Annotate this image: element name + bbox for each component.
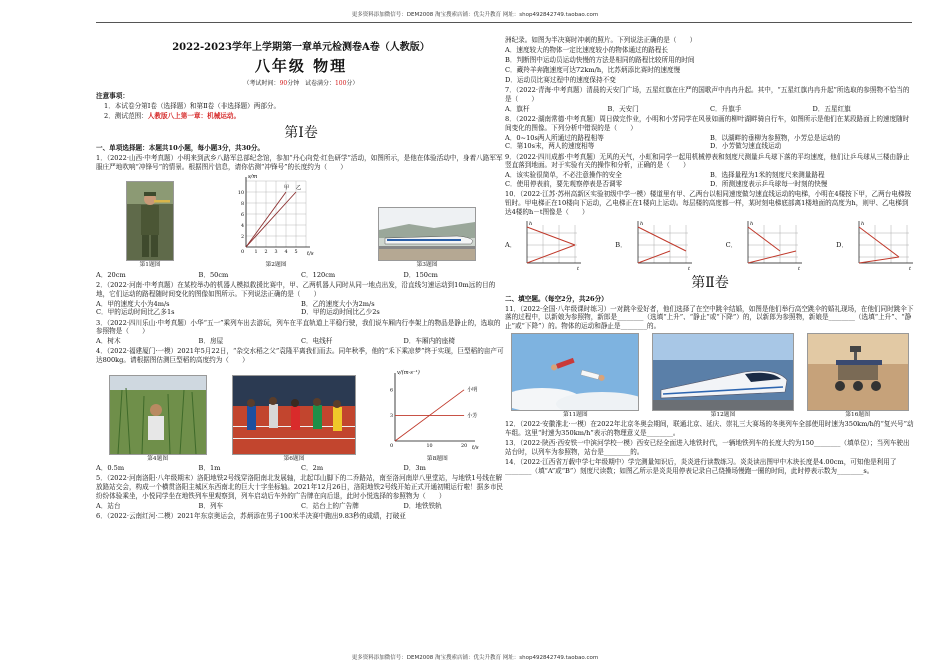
y-axis-label: s/m [248,174,258,181]
series-label-1: 乙 [296,185,302,192]
q1-option-a[interactable]: A．20cm [96,270,126,279]
q2-option-b[interactable]: B．乙的速度大小为2m/s [301,299,375,308]
svg-text:h: h [529,221,533,228]
q9-option-a[interactable]: A．该实验很简单，不必注意操作的安全 [505,171,622,180]
q5-options [96,502,506,511]
q10-chart-b [630,219,694,271]
q6-option-c[interactable]: C．藏羚羊奔跑速度可达72km/h，比苏炳添比赛时的速度慢 [505,66,681,74]
exam-title: 2022-2023学年上学期第一章单元检测卷A卷（人教版） [172,42,430,53]
question-12: 12．（2022·安徽淮北·一模）在2022年北京冬奥会期间，联通北京、延庆、崇礼三大赛场的冬奥列车全部使用时速为350km/h的“复兴号”动车组。这里“时速为350km/h”表示的物理意义是________。 [505,420,914,438]
figure-6 [232,375,356,464]
sprint-finish-photo [232,375,356,455]
q3-option-a[interactable]: A．树木 [96,337,121,346]
q5-option-a[interactable]: A．站台 [96,501,121,510]
skydivers-photo [511,333,639,411]
figure-2-caption: 第2题图 [265,262,287,269]
y-tick-0: 3 [390,414,394,420]
train-photo [378,207,476,261]
question-7: 7．（2022·青海·中考真题）清晨的天安门广场，五星红旗在庄严的国歌声中冉冉升起。其中，“五星红旗冉冉升起”所选取的参照物不恰当的是（ ） [505,86,910,103]
q6-option-d[interactable]: D．运动员比赛过程中的速度保持不变 [505,76,616,84]
exam-subject: 八年级 物理 [254,57,348,76]
page-header: 更多资料添加微信号：DEM2008 淘宝搜索店铺：优尖升教育 网址：shop492842749.taobao.com [351,12,599,18]
q4-option-b[interactable]: B．1m [198,464,221,473]
question-4: 4．（2022·福建厦门·一模）2021年5月22日，“杂交水稻之父”袁隆平离我们而去。同年秋季，他的“禾下乘凉梦”终于实现，巨型稻的亩产可达800kg。请根据图估测巨型稻的高度约为（ ） [96,347,504,365]
origin-label: 0 [241,249,245,256]
q10-option-c[interactable]: C． h t [726,219,805,271]
q8-option-c[interactable]: C．第10s末，两人的速度相等 [505,142,595,151]
x-tick-4: 5 [294,250,298,256]
question-11: 11．（2022·全国·八年级课时练习）一对跳伞爱好者，他们选择了在空中跳伞结婚，如图是他们举行高空跳伞的婚礼现场，在他们同时跳伞下落的过程中，以新娘为参照物，新郎是________（选填“上升”、“静止”或“下降”）的，以新郎为参照物，新娘是________（选填“上升”、“静止”或“下降”）的。物体的运动和静止是________的。 [505,304,914,331]
bullet-train-photo [652,333,794,411]
page-footer: 更多资料添加微信号：DEM2008 淘宝搜索店铺：优尖升教育 网址：shop492842749.taobao.com [351,655,599,661]
question-6-start: 6．（2022·云南红河·二模）2021年东京奥运会，苏炳添在男子100米半决赛中跑出9.83秒的成绩，打破亚 [96,511,406,520]
q8-option-b[interactable]: B．以湖畔的垂柳为参照物，小芳总是运动的 [710,133,841,142]
y-tick-1: 6 [390,388,394,394]
figure-3 [378,207,476,270]
x-tick-1: 2 [264,250,268,256]
svg-text:h: h [750,221,754,228]
y-tick-1: 4 [240,224,244,230]
y-tick-3: 8 [240,202,244,208]
q3-option-b[interactable]: B．房屋 [198,337,224,346]
q3-options [96,337,506,346]
x-tick-0: 1 [254,250,258,256]
q4-option-a[interactable]: A．0.5m [96,464,125,473]
svg-text:t: t [687,266,690,272]
part1-title: 第Ⅰ卷 [284,124,318,141]
series-label-0: 小明 [467,386,478,393]
rice-field-photo [109,375,207,455]
svg-text:t: t [577,266,580,272]
y-axis-label: v/(m·s⁻¹) [397,369,421,376]
question-13: 13．（2022·陕西·西安铁一中滨河学校一模）西安已经全面进入地铁时代，一辆地铁列车的长度大约为150________（填单位）；当列车驶出站台时，以列车为参照物，站台是________的。 [505,439,910,456]
question-3: 3．（2022·四川乐山·中考真题）小华“五一”乘列车出去游玩，列车在平直轨道上平稳行驶，我们说车厢内行李架上的物品是静止的，选取的参照物是（ ） [96,318,501,336]
q2-options [96,300,506,317]
figure-8 [381,367,493,463]
q4-figure-row [96,367,506,463]
y-tick-0: 2 [240,235,244,241]
q10-option-charts [505,219,915,271]
origin-label: 0 [390,442,394,449]
svg-text:t: t [798,266,801,272]
figure-16-caption: 第16题图 [845,411,871,418]
q2-option-d[interactable]: D．甲的运动时间比乙少2s [301,308,380,317]
q9-option-b[interactable]: B．选择量程为1米的刻度尺来测量路程 [710,171,825,180]
question-14: 14．（2022·江西省万载中学七年级期中）学完测量知识后，炎炎进行读数练习。炎炎读出图甲中木块长度是4.00cm，可知他是利用了________（填“A”或“B”）刻度尺读数；如图乙所示是炎炎用停表记录自己绕操场慢跑一圈的时间，此时停表示数为________s。 [505,457,897,475]
q11-figure-row [505,333,915,420]
question-2: 2．（2022·河南·中考真题）在某校举办的机器人模拟救援比赛中，甲、乙两机器人同时从同一地点出发，沿直线匀速运动到10m远的目的地，它们运动的路程随时间变化的图像如图所示。下列说法正确的是（ ） [96,280,496,298]
figure-1 [126,181,174,270]
q10-option-d[interactable]: D． h t [836,219,915,271]
figure-11-caption: 第11题图 [562,411,588,418]
q9-options [505,171,915,188]
q8-options [505,134,915,151]
figure-2 [234,173,318,269]
q1-options [96,271,506,280]
x-axis-label: t/s [472,444,479,451]
q1-option-c[interactable]: C．120cm [301,270,336,279]
figure-12-caption: 第12题图 [710,411,736,418]
question-8: 8．（2022·湖南常德·中考真题）周日做完作业，小明和小芳同学在风景如画的柳叶湖畔骑自行车，如图所示是他们在某段路面上的速度随时间变化的图像。下列分析中错误的是（ ） [505,114,910,132]
q8-vt-chart [381,367,493,451]
series-line-1 [246,192,296,247]
question-5: 5．（2022·河南洛阳·八年级期末）洛阳地铁2号线穿洛阳南北发展轴，北起邙山脚下的二乔路站，南至洛河南岸八里堂站，与地铁1号线在解放路站交会，构成一个横贯洛阳主城区东西南北的巨大十字坐标轴。2021年12月26日，洛阳地铁2号线开始正式开通初期运行啦！据多市民纷纷体验乘坐，小悦同学坐在地铁列车里观察到，列车启动后车外的广告牌在向后退，此时小悦选择的参照物为（ ） [96,474,504,500]
note-2: 2．测试范围：人教版八上第一章：机械运动。 [104,111,241,120]
x-axis-label: t/s [307,251,314,258]
left-column [96,36,506,522]
q2-option-c[interactable]: C．甲的运动时间比乙多1s [96,308,175,317]
q10-option-a[interactable]: A． h t [505,219,583,271]
series-label-0: 甲 [284,185,290,192]
q7-option-d[interactable]: D．五星红旗 [812,104,851,113]
figure-4-caption: 第4题图 [147,455,169,462]
q6-option-a[interactable]: A．速度较大的物体一定比速度较小的物体通过的路程长 [505,46,669,54]
q10-option-b[interactable]: B． h t [615,219,693,271]
q5-option-b[interactable]: B．列车 [198,501,224,510]
series-label-1: 小芳 [467,412,478,419]
svg-text:h: h [639,221,643,228]
y-tick-2: 6 [240,213,244,219]
q4-options [96,464,506,473]
x-tick-1: 20 [461,443,468,449]
question-6-cont: 洲纪录。如图为半决赛时冲刺的照片。下列说法正确的是（ ） [505,36,697,44]
notes-title: 注意事项： [96,91,129,100]
svg-text:t: t [908,266,911,272]
section1-heading: 一、单项选择题：本题共10小题，每小题3分，共30分。 [96,144,265,153]
q10-chart-c [740,219,804,271]
q9-option-d[interactable]: D．所测速度表示乒乓球每一时刻的快慢 [710,179,828,188]
q7-options [505,105,915,114]
figure-8-caption: 第8题图 [426,455,448,462]
figure-3-caption: 第3题图 [416,262,438,269]
exam-meta: （考试时间：90分钟 试卷满分：100分） [243,79,359,87]
q6-option-b[interactable]: B．判断图中运动员运动快慢的方法是相同的路程比较所用的时间 [505,56,695,64]
mars-rover-photo [807,333,909,411]
q1-figure-row [96,173,506,269]
q7-option-b[interactable]: B．天安门 [607,104,639,113]
q4-option-d[interactable]: D．3m [403,464,426,473]
q3-option-c[interactable]: C．电线杆 [301,337,333,346]
q2-option-a[interactable]: A．甲的速度大小为4m/s [96,299,170,308]
question-1: 1．（2022·山西·中考真题）小明来到武乡八路军总部纪念馆，参加“丹心向党·红色研学”活动，如图所示，是他在体验活动中，身着八路军军服庄严地吹响“冲锋号”的情景。根据图片信息，请你估测“冲锋号”的长度约为（ ） [96,154,503,171]
section2-heading: 二、填空题。（每空2分，共26分） [505,294,608,303]
header-divider [96,22,912,23]
note-1: 1．本试卷分第Ⅰ卷（选择题）和第Ⅱ卷（非选择题）两部分。 [104,101,281,110]
figure-16 [807,333,909,420]
q8-option-d[interactable]: D．小芳做匀速直线运动 [710,142,782,151]
q8-option-a[interactable]: A．0~10s两人所通过的路程相等 [505,133,604,142]
q1-option-d[interactable]: D．150cm [403,270,438,279]
q4-option-c[interactable]: C．2m [301,464,324,473]
part2-title: 第Ⅱ卷 [691,275,729,292]
figure-4 [109,375,207,464]
figure-1-caption: 第1题图 [139,262,161,269]
q2-st-chart [234,173,318,257]
x-tick-2: 3 [274,250,278,256]
question-10: 10．（2022·江苏·苏州高新区实验初级中学一模）楼道里有甲、乙两台以相同速度做匀速直线运动的电梯，小明在4楼按下甲，乙两台电梯按钮时。甲电梯正在10楼向下运动，乙电梯正在1楼向上运动。每层楼的高度都一样，某时刻电梯底部离1楼地面的高度为h，则甲、乙电梯到达4楼的h－t图像是（ ） [505,190,912,216]
figure-6-caption: 第6题图 [283,455,305,462]
svg-text:h: h [860,221,865,228]
q5-option-c[interactable]: C．站台上的广告牌 [301,501,359,510]
question-9: 9．（2022·四川成都·中考真题）无风的天气，小虹和同学一起用机械停表和刻度尺测量乒乓球下落的平均速度，他们让乒乓球从三楼由静止竖直落到地面。对于实验有关的操作和分析，正确的是（ ） [505,152,910,170]
right-column [505,36,915,477]
bugler-photo [126,181,174,261]
q10-chart-a [519,219,583,271]
q7-option-c[interactable]: C．升旗手 [710,104,742,113]
q7-option-a[interactable]: A．旗杆 [505,104,530,113]
figure-12 [652,333,794,420]
q3-option-d[interactable]: D．车厢内的座椅 [403,337,455,346]
q10-chart-d [851,219,915,271]
q1-option-b[interactable]: B．50cm [198,270,229,279]
q5-option-d[interactable]: D．地铁铁轨 [403,501,442,510]
x-tick-0: 10 [426,443,433,449]
y-tick-4: 10 [237,191,244,197]
x-tick-3: 4 [284,250,288,256]
figure-11 [511,333,639,420]
q9-option-c[interactable]: C．使用停表前，要先观察停表是否调零 [505,179,623,188]
